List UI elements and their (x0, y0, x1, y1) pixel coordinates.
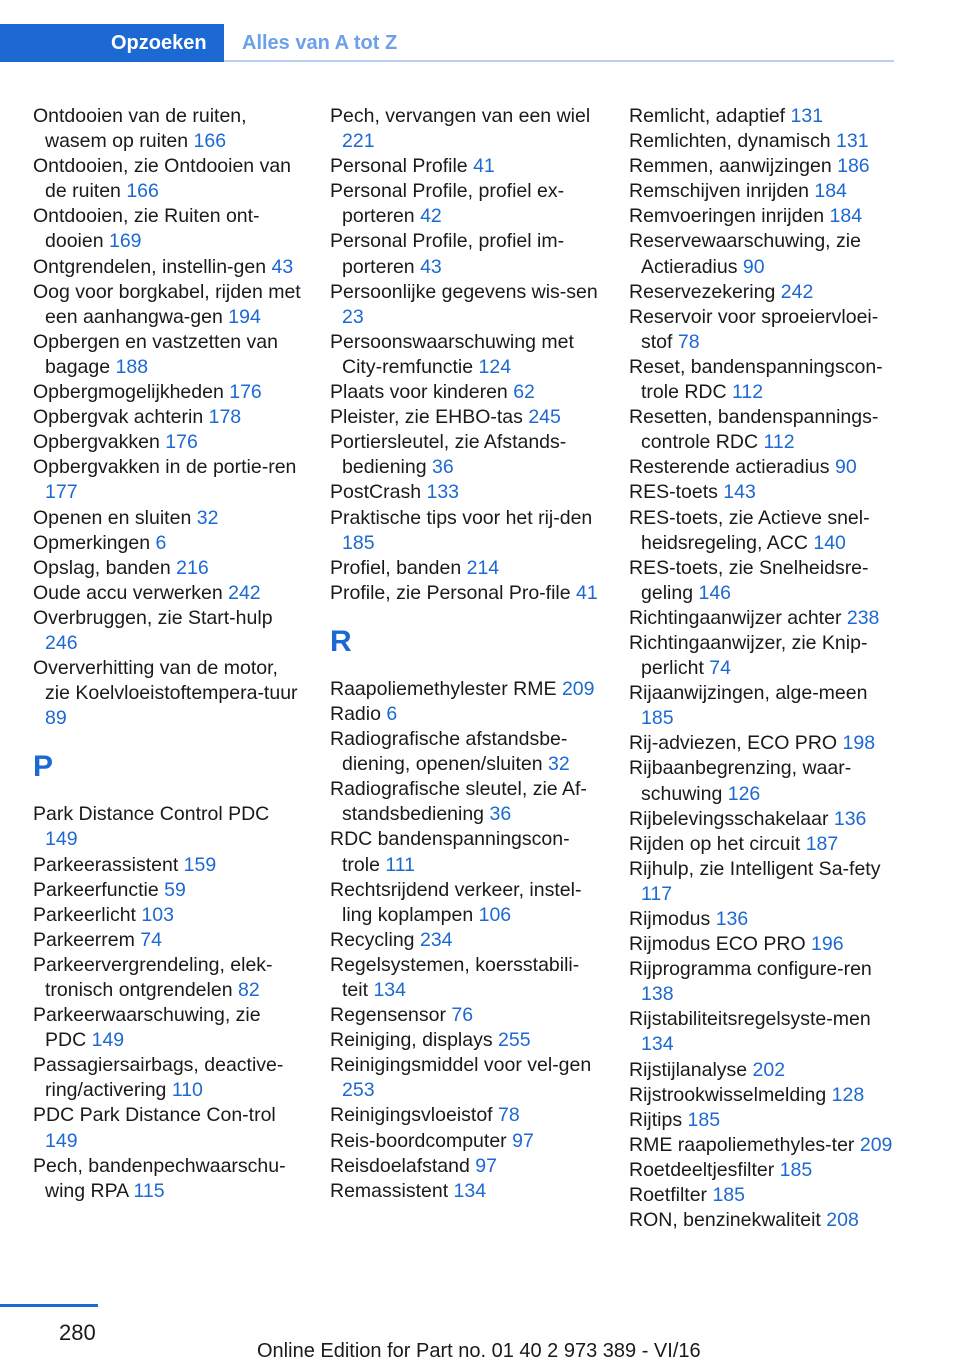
index-page-link[interactable]: 103 (141, 903, 174, 926)
index-entry-text: Remschijven inrijden (629, 180, 809, 203)
index-page-link[interactable]: 133 (426, 481, 460, 504)
index-entry (629, 681, 904, 731)
index-entry-text: Persoonswaarschuwing met City-remfunctie (330, 330, 574, 378)
index-page-link[interactable]: 134 (373, 979, 406, 1001)
index-entry (33, 1053, 303, 1103)
index-entry (330, 506, 600, 556)
index-entry-text: PDC Park Distance Con-trol (33, 1104, 276, 1127)
index-entry (629, 807, 904, 832)
index-page-link[interactable]: 36 (489, 803, 512, 826)
index-entry-text: Remlicht, adaptief (629, 105, 786, 127)
index-entry (629, 1208, 904, 1233)
index-entry (33, 556, 303, 581)
index-entry (629, 506, 904, 556)
index-entry (330, 330, 600, 380)
index-page-link[interactable]: 242 (780, 280, 814, 303)
index-entry (33, 581, 303, 606)
index-page-link[interactable]: 242 (228, 581, 261, 604)
index-entry-text: Radiografische afstandsbe-diening, openen/sluiten (330, 728, 568, 776)
index-entry (629, 1133, 904, 1158)
index-page-link[interactable]: 185 (712, 1184, 745, 1207)
index-entry-text: Reservewaarschuwing, zie Actieradius (629, 230, 861, 278)
index-entry (629, 1083, 904, 1108)
index-page-link[interactable]: 136 (833, 807, 867, 830)
index-entry (33, 255, 303, 280)
index-entry (33, 531, 303, 556)
index-entry (330, 104, 600, 154)
index-page-link[interactable]: 138 (641, 983, 674, 1006)
index-entry (330, 1103, 600, 1128)
index-page-link[interactable]: 185 (779, 1158, 813, 1181)
index-page-link[interactable]: 185 (687, 1108, 721, 1131)
index-page-link[interactable]: 166 (126, 180, 159, 203)
index-entry (330, 702, 600, 727)
index-entry (330, 827, 600, 877)
index-page-link[interactable]: 216 (176, 556, 209, 579)
index-entry-text: Opmerkingen (33, 531, 151, 554)
index-entry (33, 380, 303, 405)
index-entry-text: Profiel, banden (330, 556, 462, 579)
index-entry-text: Rij-adviezen, ECO PRO (629, 732, 838, 755)
index-page-link[interactable]: 112 (763, 431, 795, 454)
index-page-link[interactable]: 149 (45, 1129, 78, 1152)
index-entry (629, 606, 904, 631)
index-entry-text: Opbergvakken in de portie-ren (33, 456, 297, 479)
index-page-link[interactable]: 41 (576, 581, 598, 604)
index-page-link[interactable]: 43 (271, 255, 294, 278)
index-entry-text: Rijaanwijzingen, alge-meen (629, 682, 868, 705)
index-entry (330, 556, 600, 581)
index-entry-text: Parkeerwaarschuwing, zie PDC (33, 1004, 261, 1052)
index-entry (330, 1179, 600, 1204)
index-entry-text: Radio (330, 702, 381, 725)
index-entry-text: Profile, zie Personal Pro-file (330, 581, 571, 604)
index-page-link[interactable]: 23 (342, 305, 364, 328)
index-entry-text: Rijstrookwisselmelding (629, 1083, 827, 1106)
index-entry (629, 556, 904, 606)
index-entry (330, 727, 600, 777)
index-entry-text: Richtingaanwijzer, zie Knip-perlicht (629, 631, 868, 680)
index-page-link[interactable]: 131 (790, 105, 824, 127)
index-entry (330, 677, 600, 702)
index-page-link[interactable]: 185 (641, 707, 674, 730)
index-page-link[interactable]: 117 (641, 882, 673, 905)
index-page-link[interactable]: 198 (842, 732, 876, 755)
index-page-link[interactable]: 90 (742, 255, 765, 278)
index-page-link[interactable]: 178 (208, 406, 242, 429)
index-entry-text: Recycling (330, 928, 415, 951)
index-page-link[interactable]: 208 (826, 1209, 859, 1232)
index-entry-text: Remlichten, dynamisch (629, 130, 831, 153)
index-entry (33, 455, 303, 505)
index-entry (330, 953, 600, 1003)
index-entry (629, 731, 904, 756)
index-entry (629, 154, 904, 179)
index-entry (33, 280, 303, 330)
index-entry-text: Oude accu verwerken (33, 581, 223, 604)
index-entry (629, 1158, 904, 1183)
index-entry-text: Regelsystemen, koersstabili-teit (330, 953, 580, 1001)
index-entry-text: Rijmodus ECO PRO (629, 933, 806, 956)
index-page-link[interactable]: 6 (386, 702, 398, 725)
index-entry-text: RON, benzinekwaliteit (629, 1209, 821, 1232)
index-entry-text: RDC bandenspanningscon-trole (330, 828, 570, 876)
index-entry-text: Roetdeeltjesfilter (629, 1158, 775, 1181)
index-entry (629, 204, 904, 229)
index-entry-text: Reservezekering (629, 280, 776, 303)
index-column-1 (33, 104, 303, 1204)
index-page-link[interactable]: 124 (478, 355, 512, 378)
index-page-link[interactable]: 97 (475, 1154, 497, 1177)
index-page-link[interactable]: 221 (342, 130, 375, 153)
index-page-link[interactable]: 78 (498, 1104, 520, 1127)
index-entry-text: Remmen, aanwijzingen (629, 155, 832, 178)
index-entry (33, 928, 303, 953)
index-page-link[interactable]: 78 (677, 330, 700, 353)
index-entry-text: Opbergvakken (33, 431, 160, 454)
index-page-link[interactable]: 176 (229, 381, 262, 404)
index-page-link[interactable]: 246 (45, 631, 78, 654)
index-entry-text: Rijprogramma configure-ren (629, 958, 872, 981)
index-entry (629, 631, 904, 681)
index-entry-text: Regensensor (330, 1004, 446, 1027)
index-entry-text: Rijhulp, zie Intelligent Sa-fety (629, 857, 881, 880)
index-entry-text: Rijbelevingsschakelaar (629, 807, 829, 830)
index-page-link[interactable]: 255 (498, 1029, 531, 1052)
index-entry (33, 656, 303, 731)
index-entry (330, 928, 600, 953)
index-page-link[interactable]: 234 (419, 928, 453, 951)
index-page-link[interactable]: 159 (183, 853, 217, 876)
index-page-link[interactable]: 202 (752, 1058, 786, 1081)
index-entry-text: Reset, bandenspanningscon-trole RDC (629, 355, 883, 404)
index-entry (33, 1103, 303, 1153)
index-entry (330, 179, 600, 229)
index-entry-text: RES-toets, zie Actieve snel-heidsregeling, ACC (629, 506, 870, 554)
index-entry (33, 204, 303, 254)
index-entry (33, 878, 303, 903)
index-entry-text: Reinigingsmiddel voor vel-gen (330, 1054, 592, 1077)
index-entry (629, 229, 904, 279)
index-entry-text: Personal Profile, profiel ex-porteren (330, 180, 565, 228)
index-entry-text: Rijstabiliteitsregelsyste-men (629, 1008, 871, 1031)
index-page-link[interactable]: 186 (837, 155, 870, 178)
index-entry-text: Persoonlijke gegevens wis-sen (330, 280, 598, 303)
index-entry-text: Rijden op het circuit (629, 832, 801, 855)
index-entry-text: Pech, vervangen van een wiel (330, 105, 591, 127)
index-entry-text: Reiniging, displays (330, 1029, 493, 1052)
index-entry (629, 1183, 904, 1208)
index-entry-text: Parkeervergrendeling, elek-tronisch ontgrendelen (33, 953, 273, 1001)
index-page-link[interactable]: 166 (193, 130, 227, 153)
index-page-link[interactable]: 6 (155, 531, 167, 554)
index-entry (330, 1129, 600, 1154)
index-entry (33, 853, 303, 878)
index-entry (33, 802, 303, 852)
header-tabbar (0, 24, 960, 62)
index-entry-text: Praktische tips voor het rij-den (330, 506, 593, 529)
index-entry-text: Personal Profile, profiel im-porteren (330, 230, 565, 278)
index-page-link[interactable]: 194 (228, 305, 261, 328)
tab-opzoeken[interactable] (0, 24, 224, 62)
section-letter: P (33, 750, 54, 784)
index-entry (629, 907, 904, 932)
tab-alles-van-a-tot-z[interactable]: Alles van A tot Z (242, 32, 398, 54)
index-entry-text: Pech, bandenpechwaarschu-wing RPA (33, 1154, 286, 1202)
index-entry-text: Opbergmogelijkheden (33, 381, 224, 404)
index-column-2 (330, 104, 600, 1204)
index-entry-text: Reis-boordcomputer (330, 1129, 507, 1152)
index-entry (629, 280, 904, 305)
index-page-link[interactable]: 196 (811, 933, 844, 956)
index-entry-text: Remvoeringen inrijden (629, 205, 825, 228)
index-entry (33, 154, 303, 204)
index-page-link[interactable]: 245 (528, 406, 561, 429)
index-entry (629, 832, 904, 857)
index-page-link[interactable]: 134 (453, 1179, 487, 1202)
index-entry-text: Ontdooien, zie Ruiten ont-dooien (33, 205, 260, 253)
index-entry (330, 1028, 600, 1053)
footer-rule (0, 1304, 98, 1307)
index-entry (629, 1007, 904, 1057)
index-entry (33, 104, 303, 154)
index-entry-text: Pleister, zie EHBO-tas (330, 406, 523, 429)
index-entry (33, 330, 303, 380)
index-page-link[interactable]: 74 (140, 928, 162, 951)
page-number: 280 (59, 1320, 96, 1345)
index-page-link[interactable]: 112 (732, 381, 764, 404)
index-entry (33, 405, 303, 430)
index-page-link[interactable]: 253 (342, 1079, 375, 1102)
index-entry-text: Parkeerrem (33, 928, 135, 951)
index-entry (629, 1108, 904, 1133)
index-entry (629, 305, 904, 355)
index-entry (330, 1053, 600, 1103)
index-entry (330, 480, 600, 505)
index-entry-text: Openen en sluiten (33, 506, 192, 529)
section-letter: R (330, 624, 352, 658)
index-page-link[interactable]: 90 (834, 456, 857, 479)
index-entry-text: Roetfilter (629, 1184, 708, 1207)
index-entry-text: Reservoir voor sproeiervloei-stof (629, 305, 879, 353)
index-entry-text: Rijbaanbegrenzing, waar-schuwing (629, 757, 852, 805)
index-entry (629, 957, 904, 1007)
index-entry (330, 581, 600, 606)
tab-divider (224, 60, 894, 62)
index-page-link[interactable]: 82 (237, 979, 260, 1001)
index-page-link[interactable]: 126 (727, 782, 761, 805)
index-entry-text: Ontdooien van de ruiten, wasem op ruiten (33, 105, 247, 153)
index-entry (330, 1154, 600, 1179)
index-page-link[interactable]: 43 (420, 255, 442, 278)
index-page-link[interactable]: 131 (836, 130, 869, 153)
index-page-link[interactable]: 146 (698, 581, 732, 604)
index-entry-text: Opbergen en vastzetten van bagage (33, 330, 278, 378)
index-page-link[interactable]: 111 (385, 853, 415, 876)
index-entry-text: Portiersleutel, zie Afstands-bediening (330, 431, 567, 479)
index-entry (33, 606, 303, 656)
index-page-link[interactable]: 177 (45, 481, 78, 504)
index-entry-text: Radiografische sleutel, zie Af-standsbediening (330, 778, 587, 826)
index-page-link[interactable]: 110 (171, 1079, 203, 1102)
index-page-link[interactable]: 62 (513, 381, 535, 404)
index-entry-text: Opbergvak achterin (33, 406, 204, 429)
index-page-link[interactable]: 149 (45, 828, 78, 851)
index-page-link[interactable]: 209 (859, 1133, 893, 1156)
index-page-link[interactable]: 187 (805, 832, 839, 855)
index-page-link[interactable]: 149 (91, 1029, 125, 1052)
index-page-link[interactable]: 41 (473, 155, 495, 178)
index-entry-text: Rijtips (629, 1108, 683, 1131)
index-entry-text: Plaats voor kinderen (330, 381, 508, 404)
index-page-link[interactable]: 74 (709, 657, 731, 680)
index-entry-text: RES-toets, zie Snelheidsre-geling (629, 556, 869, 604)
index-entry (330, 1003, 600, 1028)
index-entry-text: Park Distance Control PDC (33, 803, 270, 826)
index-entry (33, 903, 303, 928)
index-page-link[interactable]: 59 (164, 878, 186, 901)
index-page-link[interactable]: 36 (432, 456, 454, 479)
index-entry-text: Opslag, banden (33, 556, 171, 579)
index-entry (330, 405, 600, 430)
index-entry-text: PostCrash (330, 481, 422, 504)
index-entry-text: RME raapoliemethyles-ter (629, 1133, 855, 1156)
index-page-link[interactable]: 238 (846, 606, 880, 629)
index-entry (33, 506, 303, 531)
index-page-link[interactable]: 115 (133, 1179, 165, 1202)
index-entry-text: Ontdooien, zie Ontdooien van de ruiten (33, 155, 292, 203)
index-entry-text: Reisdoelafstand (330, 1154, 470, 1177)
index-page-link[interactable]: 209 (561, 677, 595, 700)
index-entry (330, 280, 600, 330)
index-entry (330, 229, 600, 279)
index-entry-text: Passagiersairbags, deactive-ring/activering (33, 1054, 284, 1102)
index-entry-text: Parkeerassistent (33, 853, 179, 876)
index-entry (629, 756, 904, 806)
index-entry (629, 480, 904, 505)
index-page-link[interactable]: 134 (641, 1033, 674, 1056)
index-entry-text: Resterende actieradius (629, 456, 830, 479)
index-entry (629, 179, 904, 204)
index-entry (629, 455, 904, 480)
index-entry-text: Remassistent (330, 1179, 449, 1202)
index-page-link[interactable]: 106 (478, 903, 512, 926)
index-entry-text: Parkeerfunctie (33, 878, 159, 901)
index-entry (330, 380, 600, 405)
index-entry (33, 1003, 303, 1053)
index-entry (330, 430, 600, 480)
index-page-link[interactable]: 89 (45, 707, 67, 730)
index-entry-text: Rijstijlanalyse (629, 1058, 748, 1081)
index-entry-text: Raapoliemethylester RME (330, 677, 557, 700)
index-page-link[interactable]: 128 (831, 1083, 865, 1106)
index-page-link[interactable]: 32 (196, 506, 219, 529)
index-entry-text: Ontgrendelen, instellin-gen (33, 255, 267, 278)
index-entry (629, 1058, 904, 1083)
index-entry (629, 405, 904, 455)
index-page-link[interactable]: 143 (723, 481, 756, 504)
index-page-link[interactable]: 140 (813, 531, 846, 554)
index-entry-text: Rechtsrijdend verkeer, instel-ling koplampen (330, 878, 582, 926)
index-entry (33, 430, 303, 455)
index-entry (33, 1154, 303, 1204)
index-page-link[interactable]: 169 (108, 230, 142, 253)
index-page-link[interactable]: 214 (466, 556, 500, 579)
index-page-link[interactable]: 42 (420, 205, 442, 228)
index-column-3 (629, 104, 904, 1233)
index-page-link[interactable]: 188 (115, 355, 149, 378)
index-entry-text: Resetten, bandenspannings-controle RDC (629, 406, 879, 454)
index-entry (330, 154, 600, 179)
index-page-link[interactable]: 32 (548, 753, 570, 776)
index-page-link[interactable]: 184 (814, 180, 847, 203)
index-page-link[interactable]: 176 (165, 431, 198, 454)
index-page-link[interactable]: 97 (512, 1129, 534, 1152)
tab-opzoeken-label: Opzoeken (111, 32, 207, 54)
index-entry-text: Richtingaanwijzer achter (629, 606, 842, 629)
index-entry (629, 932, 904, 957)
index-entry (629, 104, 904, 129)
index-page-link[interactable]: 185 (342, 531, 375, 554)
index-entry (33, 953, 303, 1003)
index-entry-text: Parkeerlicht (33, 903, 136, 926)
index-entry-text: Reinigingsvloeistof (330, 1104, 493, 1127)
edition-note: Online Edition for Part no. 01 40 2 973 389 - VI/16 (257, 1340, 701, 1362)
index-entry (330, 878, 600, 928)
index-entry-text: Oververhitting van de motor, zie Koelvloeistoftempera-tuur (33, 657, 298, 705)
index-entry (330, 777, 600, 827)
index-page-link[interactable]: 76 (451, 1004, 474, 1027)
index-page-link[interactable]: 184 (829, 205, 863, 228)
index-entry-text: RES-toets (629, 481, 718, 504)
index-entry (629, 129, 904, 154)
index-page-link[interactable]: 136 (715, 908, 749, 930)
index-entry-text: Oog voor borgkabel, rijden met een aanhangwa-gen (33, 280, 301, 328)
index-entry-text: Overbruggen, zie Start-hulp (33, 606, 273, 629)
index-entry (629, 355, 904, 405)
index-entry-text: Personal Profile (330, 155, 468, 178)
index-entry-text: Rijmodus (629, 908, 711, 930)
index-entry (629, 857, 904, 907)
